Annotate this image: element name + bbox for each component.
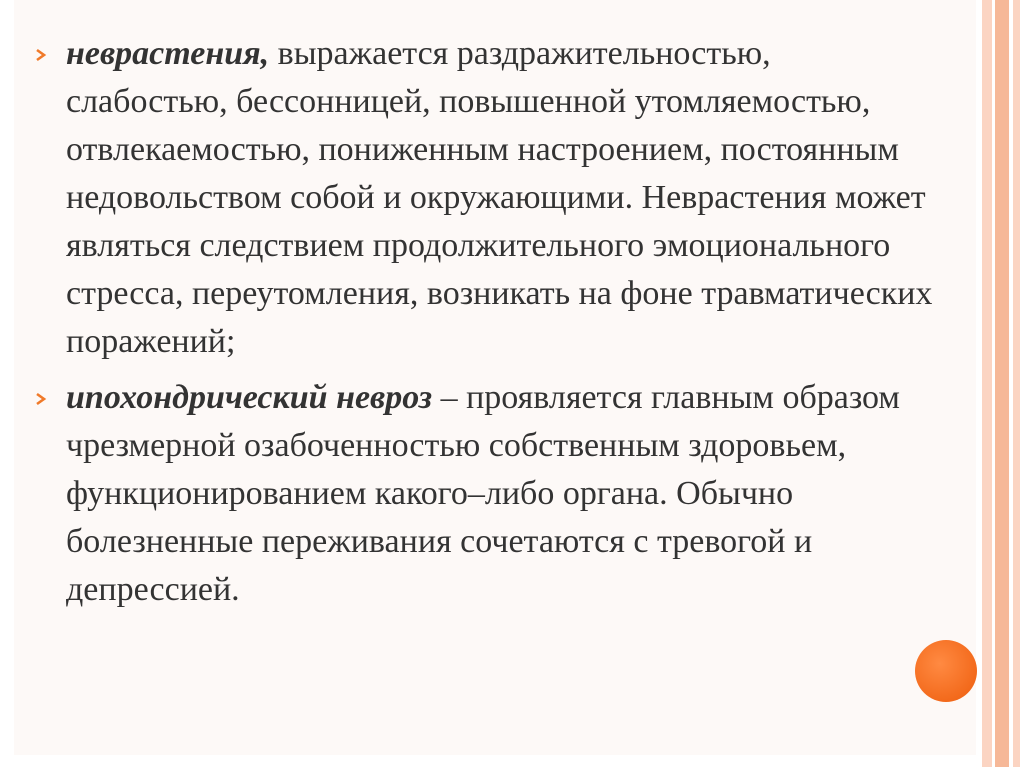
stripe-1 [982, 0, 992, 767]
bullet-term: неврастения, [66, 35, 270, 72]
arrow-bullet-icon [34, 48, 48, 62]
right-decorative-stripes [976, 0, 1024, 767]
bullet-item-hypochondriac-neurosis [34, 374, 934, 614]
bullet-item-neurasthenia [34, 30, 934, 366]
orange-circle-icon [915, 640, 977, 702]
arrow-bullet-icon [34, 392, 48, 406]
bullet-term: ипохондрический невроз [66, 379, 433, 416]
stripe-2 [995, 0, 1009, 767]
bullet-list [34, 30, 934, 622]
bullet-text: выражается раздражительностью, слабостью, бессонницей, повышенной утомляемостью, отвлекаемостью, пониженным настроением, постоянным недовольством собой и окружающими. Неврастения может являться следствием продолжительного эмоционального стресса, переутомления, возникать на фоне травматических поражений; [66, 35, 933, 360]
bullet-text: – проявляется главным образом чрезмерной озабоченностью собственным здоровьем, функционированием какого–либо органа. Обычно болезненные переживания сочетаются с тревогой и депрессией. [66, 379, 900, 608]
stripe-3 [1013, 0, 1020, 767]
